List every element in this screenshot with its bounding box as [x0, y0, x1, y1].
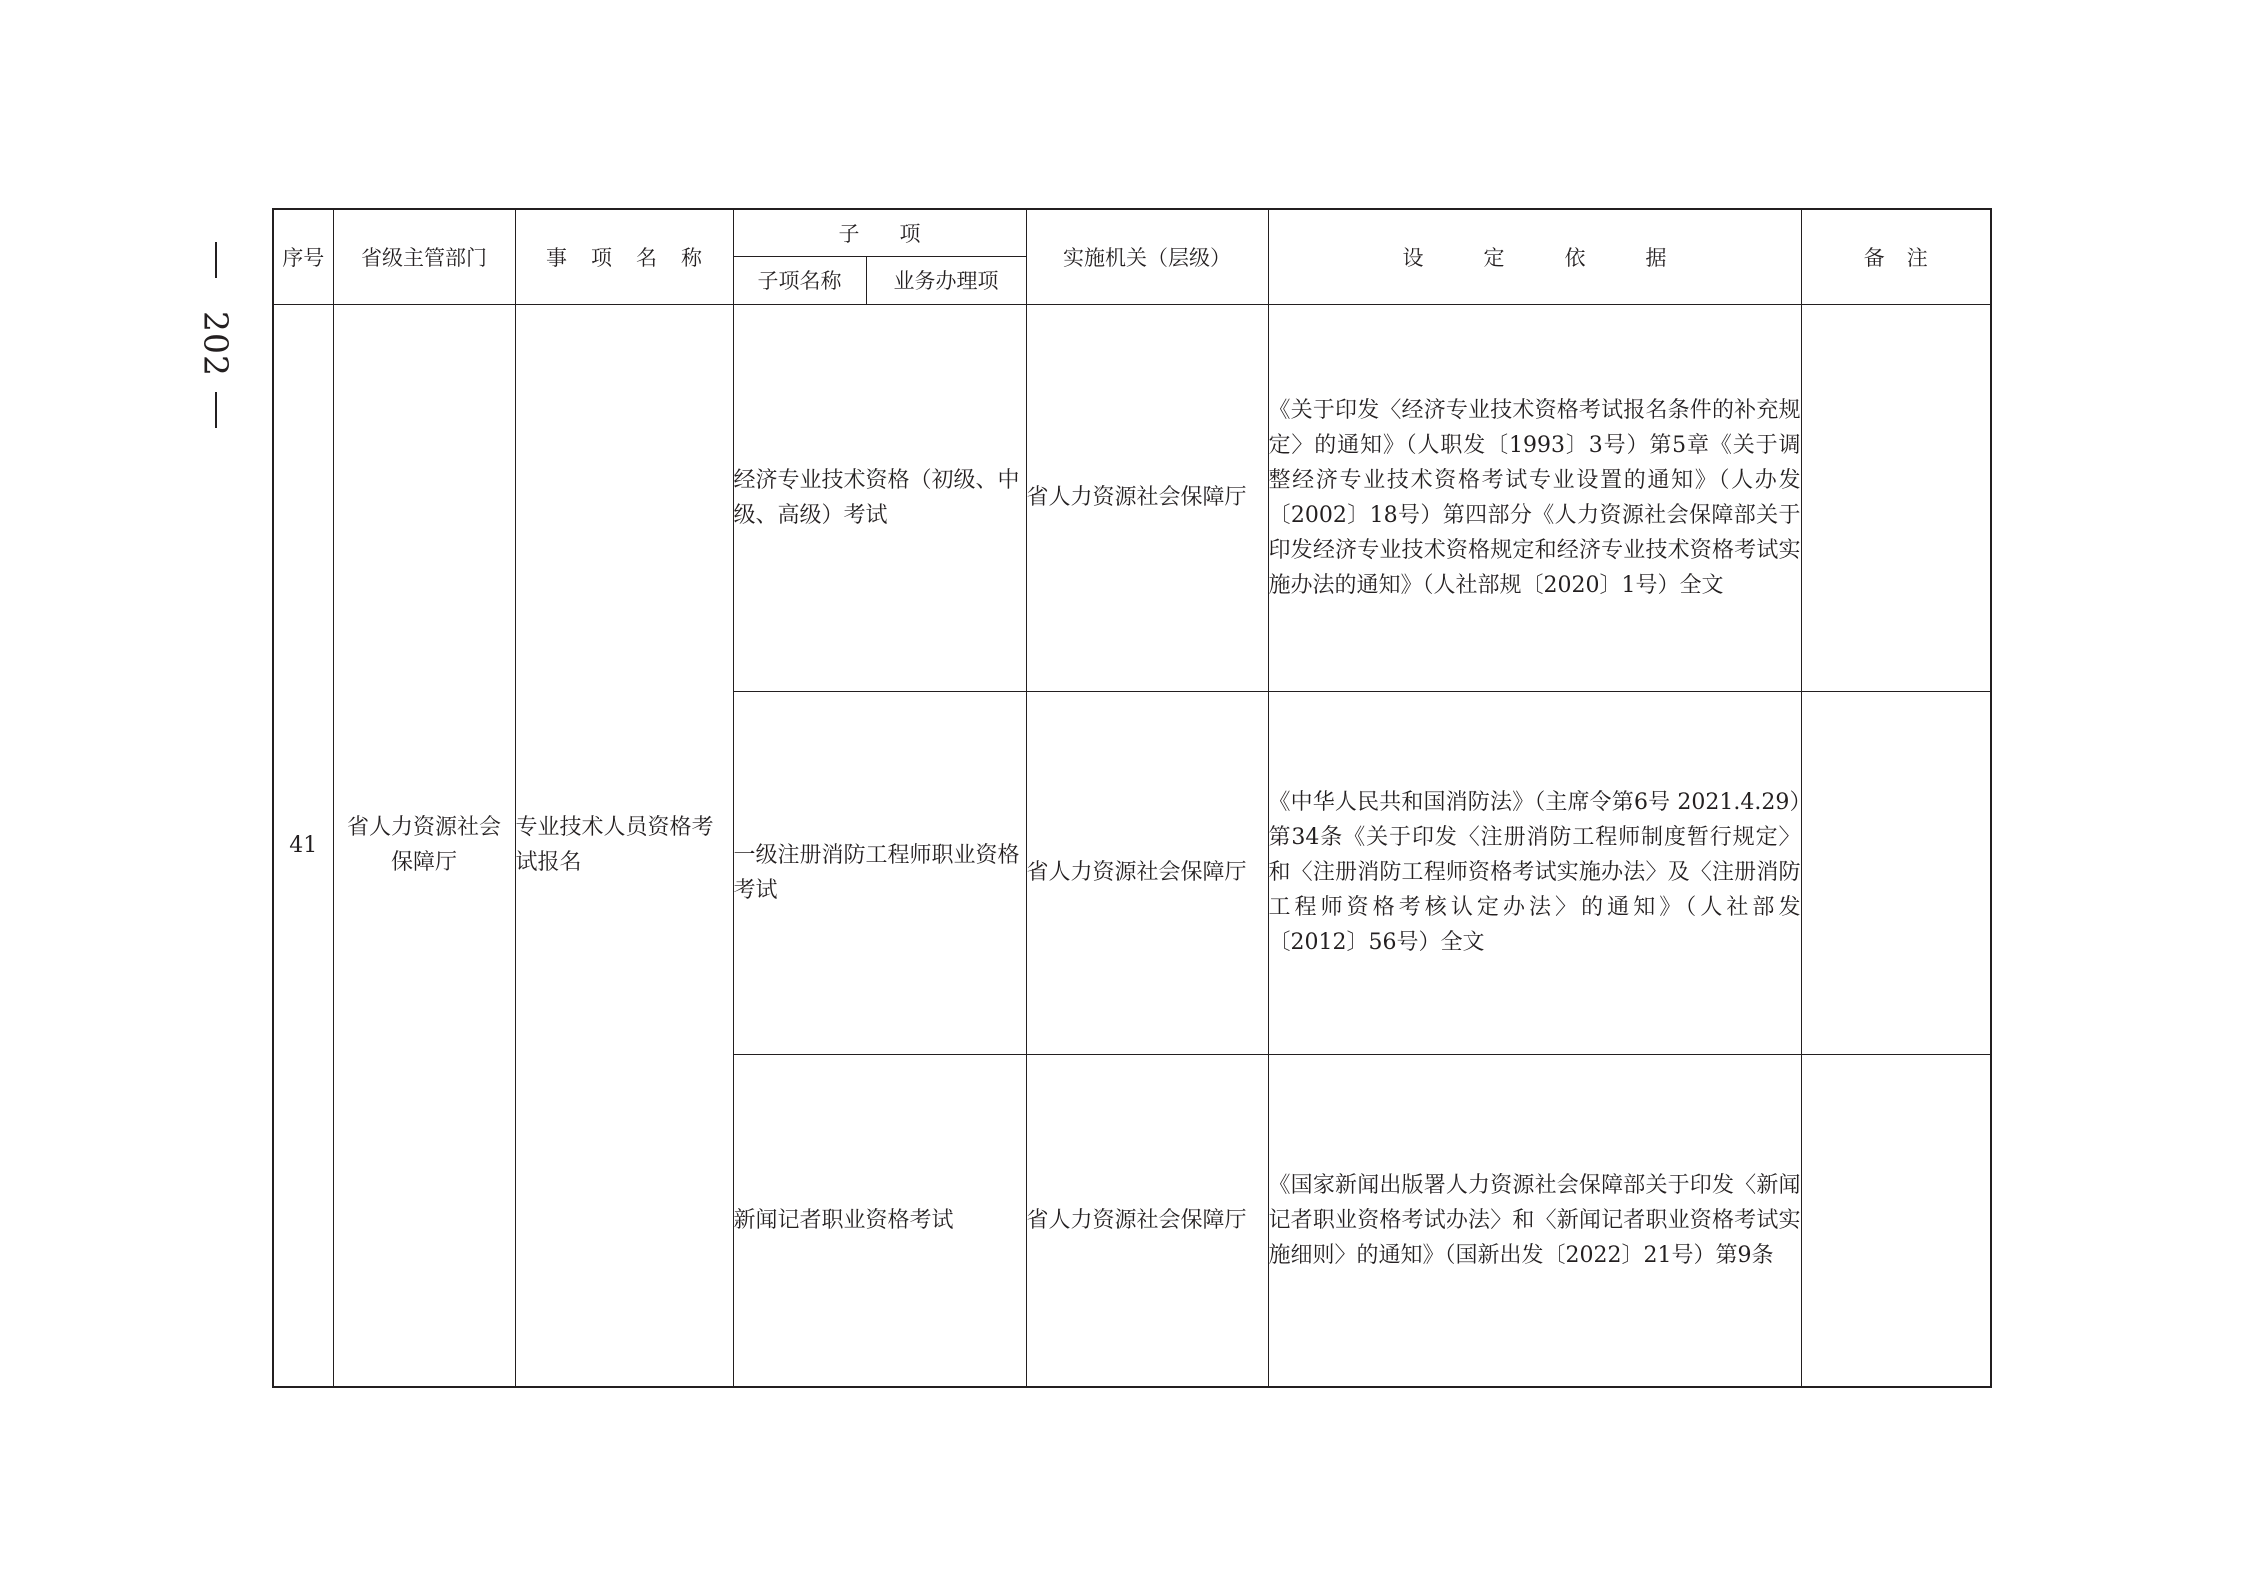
page-number-dash-bottom [215, 392, 217, 428]
header-implementing-agency: 实施机关（层级） [1026, 209, 1268, 304]
page-number-dash-top [215, 242, 217, 278]
subitem-agency: 省人力资源社会保障厅 [1026, 304, 1268, 691]
subitem-agency: 省人力资源社会保障厅 [1026, 691, 1268, 1054]
subitem-name: 一级注册消防工程师职业资格考试 [733, 691, 1026, 1054]
header-subitem-group: 子项 [733, 209, 1026, 256]
subitem-basis: 《国家新闻出版署人力资源社会保障部关于印发〈新闻记者职业资格考试办法〉和〈新闻记者职业资格考试实施细则〉的通知》（国新出发〔2022〕21号）第9条 [1268, 1054, 1801, 1387]
header-row-1 [273, 209, 1991, 256]
subitem-remarks [1801, 1054, 1991, 1387]
subitem-agency: 省人力资源社会保障厅 [1026, 1054, 1268, 1387]
header-remarks: 备注 [1801, 209, 1991, 304]
subitem-basis: 《关于印发〈经济专业技术资格考试报名条件的补充规定〉的通知》（人职发〔1993〕3号）第5章《关于调整经济专业技术资格考试专业设置的通知》（人办发〔2002〕18号）第四部分《人力资源社会保障部关于印发经济专业技术资格规定和经济专业技术资格考试实施办法的通知》（人社部规〔2020〕1号）全文 [1268, 304, 1801, 691]
page-number-text: 202 [196, 311, 236, 377]
subitem-basis: 《中华人民共和国消防法》（主席令第6号 2021.4.29）第34条《关于印发〈注册消防工程师制度暂行规定〉和〈注册消防工程师资格考试实施办法〉及〈注册消防工程师资格考核认定办法〉的通知》（人社部发〔2012〕56号）全文 [1268, 691, 1801, 1054]
subitem-remarks [1801, 304, 1991, 691]
page-number [192, 242, 240, 428]
subitem-name: 经济专业技术资格（初级、中级、高级）考试 [733, 304, 1026, 691]
header-department: 省级主管部门 [333, 209, 515, 304]
header-business-item: 业务办理项 [866, 256, 1026, 304]
header-seq: 序号 [273, 209, 333, 304]
row-seq: 41 [273, 304, 333, 1387]
row-department: 省人力资源社会保障厅 [333, 304, 515, 1387]
table-row [273, 304, 1991, 691]
header-subitem-name: 子项名称 [733, 256, 866, 304]
row-item-name: 专业技术人员资格考试报名 [515, 304, 733, 1387]
subitem-name: 新闻记者职业资格考试 [733, 1054, 1026, 1387]
subitem-remarks [1801, 691, 1991, 1054]
header-basis: 设定依据 [1268, 209, 1801, 304]
items-table [272, 208, 1992, 1388]
header-item-name: 事项名称 [515, 209, 733, 304]
